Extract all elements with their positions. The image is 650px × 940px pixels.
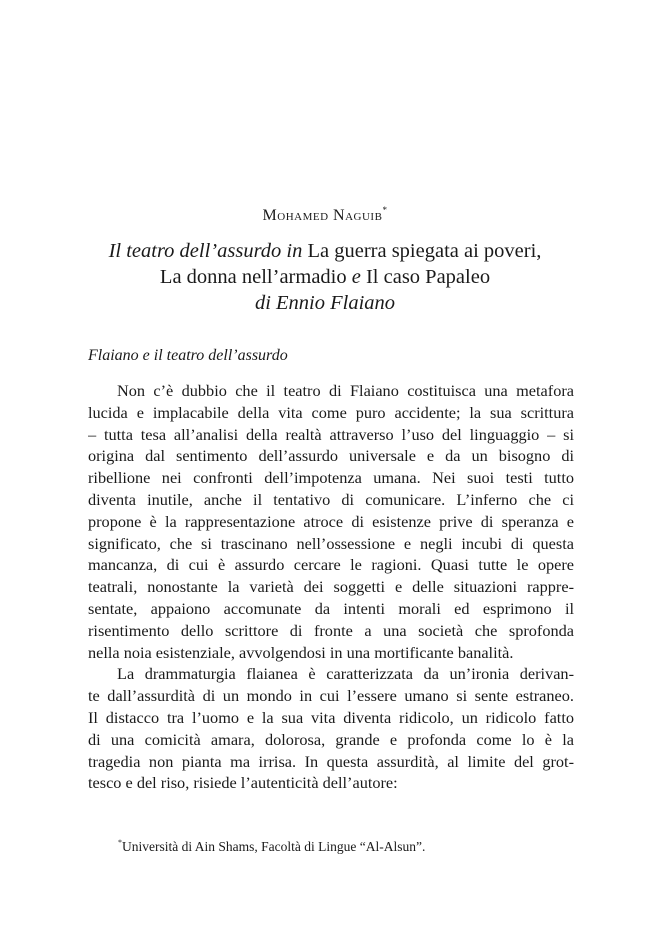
text-line: tesco e del riso, risiede l’autenticità dell’autore: (88, 773, 398, 793)
text-line: significato, che si trascinano nell’ossessione e negli incubi di questa (88, 533, 574, 553)
text-line: mancanza, di cui è assurdo cercare le ragioni. Quasi tutte le opere (88, 555, 574, 575)
text-line: teatrali, nonostante la varietà dei soggetti e delle situazioni rappre- (88, 577, 574, 597)
title-line-3: di Ennio Flaiano (254, 292, 396, 314)
text-line: tragedia non pianta ma irrisa. In questa assurdità, al limite del grot- (88, 751, 574, 771)
text-line: propone è la rappresentazione atroce di esistenze prive di speranza e (88, 511, 574, 531)
text-line: La drammaturgia flaianea è caratterizzata da un’ironia derivan- (117, 664, 574, 684)
body-text (88, 380, 574, 794)
section-heading: Flaiano e il teatro dell’assurdo (88, 347, 288, 364)
text-line: – tutta tesa all’analisi della realtà attraverso l’uso del linguaggio – si (88, 424, 574, 444)
text-line: origina dal sentimento dell’assurdo universale e da un bisogno di (88, 446, 574, 466)
text-line: Non c’è dubbio che il teatro di Flaiano costituisca una metafora (117, 381, 574, 400)
text-line: di una comicità amara, dolorosa, grande e profonda come lo è la (88, 729, 574, 749)
text-line: te dall’assurdità di un mondo in cui l’essere umano si sente estraneo. (88, 686, 574, 706)
footnote-mark: * (118, 838, 122, 847)
footnote-marker: * (382, 205, 388, 215)
text-line: Il distacco tra l’uomo e la sua vita diventa ridicolo, un ridicolo fatto (88, 707, 574, 727)
text-line: nella noia esistenziale, avvolgendosi in una mortificante banalità. (88, 642, 514, 662)
text-line: risentimento dello scrittore di fronte a una società che sprofonda (88, 620, 574, 640)
text-line: sentate, appaiono accomunate da intenti morali ed esprimono il (88, 598, 574, 618)
text-line: ribellione nei confronti dell’impotenza umana. Nei suoi testi tutto (88, 468, 574, 488)
title-line-2: La donna nell’armadio e Il caso Papaleo (159, 266, 491, 288)
article-title (0, 238, 650, 316)
author-name: Mohamed Naguib* (262, 205, 388, 224)
footnote-text: Università di Ain Shams, Facoltà di Lingue “Al-Alsun”. (122, 839, 426, 854)
footnote (118, 838, 425, 855)
text-line: lucida e implacabile della vita come puro accidente; la sua scrittura (88, 402, 574, 422)
text-line: diventa inutile, anche il tentativo di comunicare. L’inferno che ci (88, 489, 574, 509)
title-line-1: Il teatro dell’assurdo in La guerra spiegata ai poveri, (108, 240, 542, 262)
